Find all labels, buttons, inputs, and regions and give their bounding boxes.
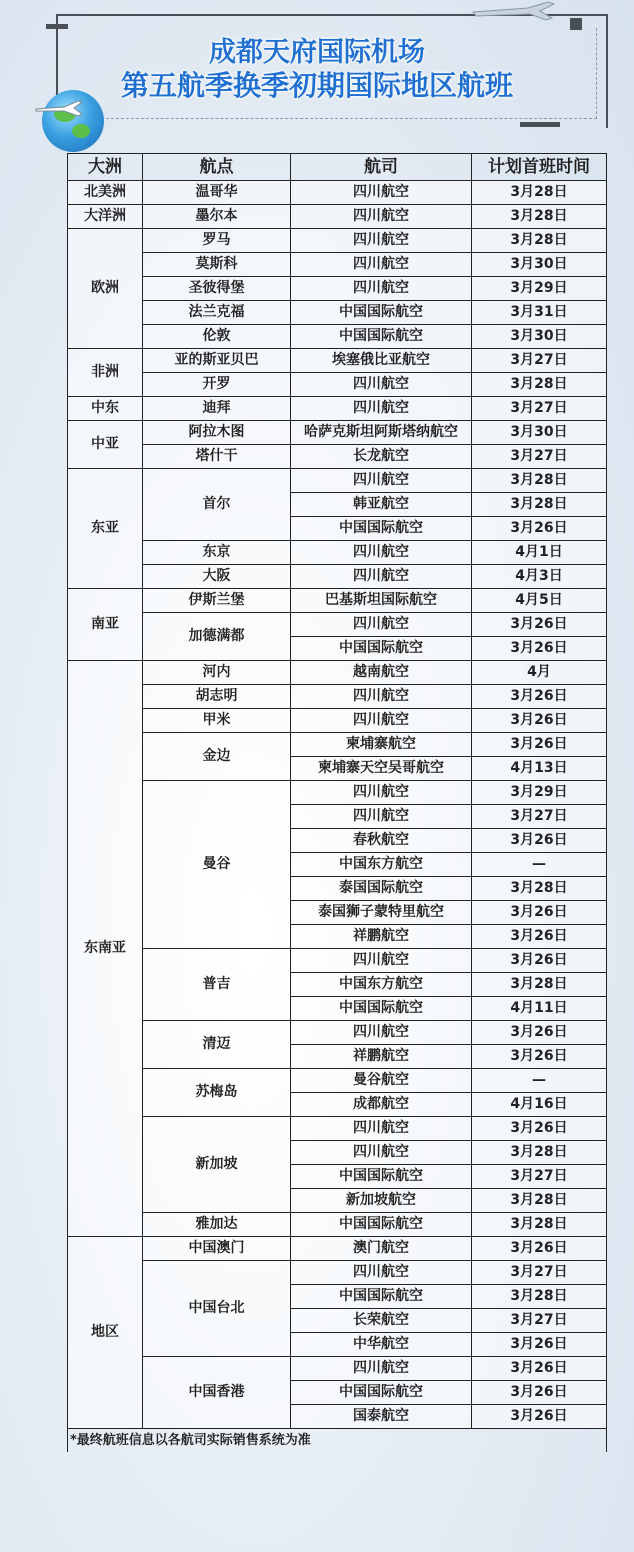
first-flight-cell: 3月28日 xyxy=(472,973,607,997)
first-flight-cell: 3月28日 xyxy=(472,877,607,901)
first-flight-cell: 3月27日 xyxy=(472,445,607,469)
destination-cell: 开罗 xyxy=(143,373,291,397)
airline-cell: 越南航空 xyxy=(291,661,472,685)
continent-cell: 南亚 xyxy=(68,589,143,661)
frame-corner-accent xyxy=(46,24,68,29)
table-row xyxy=(68,1021,607,1045)
airline-cell: 长龙航空 xyxy=(291,445,472,469)
table-row xyxy=(68,661,607,685)
destination-cell: 新加坡 xyxy=(143,1117,291,1213)
first-flight-cell: 3月27日 xyxy=(472,1309,607,1333)
first-flight-cell: 3月26日 xyxy=(472,709,607,733)
airline-cell: 四川航空 xyxy=(291,541,472,565)
airline-cell: 中国国际航空 xyxy=(291,301,472,325)
first-flight-cell: 3月30日 xyxy=(472,421,607,445)
destination-cell: 中国台北 xyxy=(143,1261,291,1357)
destination-cell: 河内 xyxy=(143,661,291,685)
first-flight-cell: 3月30日 xyxy=(472,253,607,277)
airline-cell: 四川航空 xyxy=(291,781,472,805)
first-flight-cell: 3月26日 xyxy=(472,1045,607,1069)
first-flight-cell: 4月 xyxy=(472,661,607,685)
table-row xyxy=(68,589,607,613)
table-row xyxy=(68,1261,607,1285)
table-row xyxy=(68,781,607,805)
first-flight-cell: 3月29日 xyxy=(472,781,607,805)
destination-cell: 法兰克福 xyxy=(143,301,291,325)
continent-cell: 中东 xyxy=(68,397,143,421)
airline-cell: 中国国际航空 xyxy=(291,1213,472,1237)
airline-cell: 四川航空 xyxy=(291,469,472,493)
table-row xyxy=(68,325,607,349)
table-row xyxy=(68,733,607,757)
first-flight-cell: 3月28日 xyxy=(472,205,607,229)
airline-cell: 哈萨克斯坦阿斯塔纳航空 xyxy=(291,421,472,445)
first-flight-cell: 3月26日 xyxy=(472,517,607,541)
footnote-row xyxy=(68,1429,607,1453)
first-flight-cell: 3月28日 xyxy=(472,493,607,517)
first-flight-cell: 3月26日 xyxy=(472,925,607,949)
airline-cell: 四川航空 xyxy=(291,685,472,709)
airline-cell: 四川航空 xyxy=(291,229,472,253)
first-flight-cell: 3月26日 xyxy=(472,1021,607,1045)
table-row xyxy=(68,1237,607,1261)
first-flight-cell: 3月26日 xyxy=(472,1405,607,1429)
airline-cell: 泰国狮子蒙特里航空 xyxy=(291,901,472,925)
continent-cell: 东南亚 xyxy=(68,661,143,1237)
first-flight-cell: 3月27日 xyxy=(472,1261,607,1285)
first-flight-cell: 3月26日 xyxy=(472,637,607,661)
airline-cell: 中国国际航空 xyxy=(291,1165,472,1189)
airline-cell: 祥鹏航空 xyxy=(291,925,472,949)
first-flight-cell: 3月31日 xyxy=(472,301,607,325)
first-flight-cell: 3月26日 xyxy=(472,685,607,709)
table-header-row xyxy=(68,154,607,181)
table-row xyxy=(68,613,607,637)
continent-cell: 非洲 xyxy=(68,349,143,397)
table-row xyxy=(68,1357,607,1381)
destination-cell: 迪拜 xyxy=(143,397,291,421)
airline-cell: 四川航空 xyxy=(291,613,472,637)
airline-cell: 成都航空 xyxy=(291,1093,472,1117)
first-flight-cell: 3月28日 xyxy=(472,1189,607,1213)
first-flight-cell: 3月26日 xyxy=(472,1333,607,1357)
continent-cell: 中亚 xyxy=(68,421,143,469)
first-flight-cell: 3月28日 xyxy=(472,373,607,397)
airline-cell: 中国国际航空 xyxy=(291,997,472,1021)
destination-cell: 塔什干 xyxy=(143,445,291,469)
first-flight-cell: 4月1日 xyxy=(472,541,607,565)
table-row xyxy=(68,301,607,325)
flight-table xyxy=(67,153,607,1452)
table-row xyxy=(68,253,607,277)
airline-cell: 泰国国际航空 xyxy=(291,877,472,901)
table-row xyxy=(68,205,607,229)
airline-cell: 中国东方航空 xyxy=(291,853,472,877)
first-flight-cell: 3月26日 xyxy=(472,949,607,973)
first-flight-cell: 3月27日 xyxy=(472,397,607,421)
first-flight-cell: 4月13日 xyxy=(472,757,607,781)
airline-cell: 中国国际航空 xyxy=(291,1285,472,1309)
airline-cell: 中国东方航空 xyxy=(291,973,472,997)
airline-cell: 四川航空 xyxy=(291,253,472,277)
first-flight-cell: 4月3日 xyxy=(472,565,607,589)
first-flight-cell: 3月27日 xyxy=(472,805,607,829)
airline-cell: 中华航空 xyxy=(291,1333,472,1357)
table-body xyxy=(68,181,607,1429)
first-flight-cell: 4月5日 xyxy=(472,589,607,613)
table-row xyxy=(68,445,607,469)
destination-cell: 温哥华 xyxy=(143,181,291,205)
table-row xyxy=(68,1213,607,1237)
airline-cell: 四川航空 xyxy=(291,277,472,301)
first-flight-cell: 3月28日 xyxy=(472,469,607,493)
airline-cell: 四川航空 xyxy=(291,1261,472,1285)
continent-cell: 大洋洲 xyxy=(68,205,143,229)
first-flight-cell: 3月26日 xyxy=(472,1357,607,1381)
destination-cell: 金边 xyxy=(143,733,291,781)
table-row xyxy=(68,709,607,733)
destination-cell: 雅加达 xyxy=(143,1213,291,1237)
first-flight-cell: — xyxy=(472,1069,607,1093)
table-row xyxy=(68,685,607,709)
airline-cell: 四川航空 xyxy=(291,1141,472,1165)
first-flight-cell: 3月26日 xyxy=(472,829,607,853)
destination-cell: 中国澳门 xyxy=(143,1237,291,1261)
frame-corner-accent xyxy=(520,122,560,127)
airline-cell: 中国国际航空 xyxy=(291,325,472,349)
first-flight-cell: 3月26日 xyxy=(472,733,607,757)
table-row xyxy=(68,349,607,373)
destination-cell: 中国香港 xyxy=(143,1357,291,1429)
destination-cell: 阿拉木图 xyxy=(143,421,291,445)
airline-cell: 柬埔寨航空 xyxy=(291,733,472,757)
table-row xyxy=(68,565,607,589)
airline-cell: 四川航空 xyxy=(291,373,472,397)
airline-cell: 巴基斯坦国际航空 xyxy=(291,589,472,613)
destination-cell: 莫斯科 xyxy=(143,253,291,277)
airline-cell: 埃塞俄比亚航空 xyxy=(291,349,472,373)
destination-cell: 伊斯兰堡 xyxy=(143,589,291,613)
destination-cell: 苏梅岛 xyxy=(143,1069,291,1117)
page-subtitle: 第五航季换季初期国际地区航班 xyxy=(120,69,513,102)
airline-cell: 韩亚航空 xyxy=(291,493,472,517)
airline-cell: 中国国际航空 xyxy=(291,1381,472,1405)
column-header-first-flight: 计划首班时间 xyxy=(472,154,607,181)
destination-cell: 圣彼得堡 xyxy=(143,277,291,301)
first-flight-cell: 3月27日 xyxy=(472,1165,607,1189)
frame-corner-accent xyxy=(570,18,582,30)
continent-cell: 北美洲 xyxy=(68,181,143,205)
destination-cell: 首尔 xyxy=(143,469,291,541)
column-header-continent: 大洲 xyxy=(68,154,143,181)
first-flight-cell: 3月28日 xyxy=(472,1141,607,1165)
first-flight-cell: 3月28日 xyxy=(472,181,607,205)
page-title: 成都天府国际机场 xyxy=(209,37,425,68)
table-row xyxy=(68,229,607,253)
first-flight-cell: 3月26日 xyxy=(472,1117,607,1141)
airline-cell: 四川航空 xyxy=(291,1021,472,1045)
header-banner xyxy=(0,0,634,150)
airline-cell: 四川航空 xyxy=(291,709,472,733)
first-flight-cell: 3月26日 xyxy=(472,901,607,925)
airline-cell: 澳门航空 xyxy=(291,1237,472,1261)
continent-cell: 东亚 xyxy=(68,469,143,589)
table-row xyxy=(68,277,607,301)
first-flight-cell: 3月28日 xyxy=(472,1285,607,1309)
destination-cell: 加德满都 xyxy=(143,613,291,661)
airline-cell: 长荣航空 xyxy=(291,1309,472,1333)
first-flight-cell: 3月29日 xyxy=(472,277,607,301)
table-row xyxy=(68,421,607,445)
airline-cell: 中国国际航空 xyxy=(291,637,472,661)
first-flight-cell: 3月26日 xyxy=(472,1381,607,1405)
first-flight-cell: 3月28日 xyxy=(472,1213,607,1237)
table-row xyxy=(68,373,607,397)
table-row xyxy=(68,181,607,205)
airline-cell: 祥鹏航空 xyxy=(291,1045,472,1069)
airline-cell: 四川航空 xyxy=(291,565,472,589)
airline-cell: 中国国际航空 xyxy=(291,517,472,541)
table-row xyxy=(68,469,607,493)
destination-cell: 清迈 xyxy=(143,1021,291,1069)
destination-cell: 罗马 xyxy=(143,229,291,253)
airline-cell: 四川航空 xyxy=(291,1117,472,1141)
first-flight-cell: — xyxy=(472,853,607,877)
continent-cell: 欧洲 xyxy=(68,229,143,349)
destination-cell: 东京 xyxy=(143,541,291,565)
airline-cell: 四川航空 xyxy=(291,949,472,973)
table-row xyxy=(68,1069,607,1093)
table-row xyxy=(68,397,607,421)
first-flight-cell: 3月30日 xyxy=(472,325,607,349)
destination-cell: 胡志明 xyxy=(143,685,291,709)
column-header-destination: 航点 xyxy=(143,154,291,181)
first-flight-cell: 4月11日 xyxy=(472,997,607,1021)
airline-cell: 四川航空 xyxy=(291,805,472,829)
airline-cell: 新加坡航空 xyxy=(291,1189,472,1213)
first-flight-cell: 3月27日 xyxy=(472,349,607,373)
airline-cell: 国泰航空 xyxy=(291,1405,472,1429)
destination-cell: 普吉 xyxy=(143,949,291,1021)
continent-cell: 地区 xyxy=(68,1237,143,1429)
airline-cell: 曼谷航空 xyxy=(291,1069,472,1093)
airline-cell: 四川航空 xyxy=(291,181,472,205)
footnote: *最终航班信息以各航司实际销售系统为准 xyxy=(68,1429,607,1453)
destination-cell: 甲米 xyxy=(143,709,291,733)
destination-cell: 墨尔本 xyxy=(143,205,291,229)
first-flight-cell: 3月26日 xyxy=(472,1237,607,1261)
airline-cell: 四川航空 xyxy=(291,205,472,229)
table-row xyxy=(68,541,607,565)
destination-cell: 大阪 xyxy=(143,565,291,589)
destination-cell: 亚的斯亚贝巴 xyxy=(143,349,291,373)
first-flight-cell: 3月28日 xyxy=(472,229,607,253)
destination-cell: 曼谷 xyxy=(143,781,291,949)
first-flight-cell: 4月16日 xyxy=(472,1093,607,1117)
table-row xyxy=(68,1117,607,1141)
airline-cell: 四川航空 xyxy=(291,397,472,421)
destination-cell: 伦敦 xyxy=(143,325,291,349)
column-header-airline: 航司 xyxy=(291,154,472,181)
airplane-icon xyxy=(468,0,558,22)
first-flight-cell: 3月26日 xyxy=(472,613,607,637)
airline-cell: 柬埔寨天空吴哥航空 xyxy=(291,757,472,781)
airline-cell: 春秋航空 xyxy=(291,829,472,853)
table-row xyxy=(68,949,607,973)
airline-cell: 四川航空 xyxy=(291,1357,472,1381)
